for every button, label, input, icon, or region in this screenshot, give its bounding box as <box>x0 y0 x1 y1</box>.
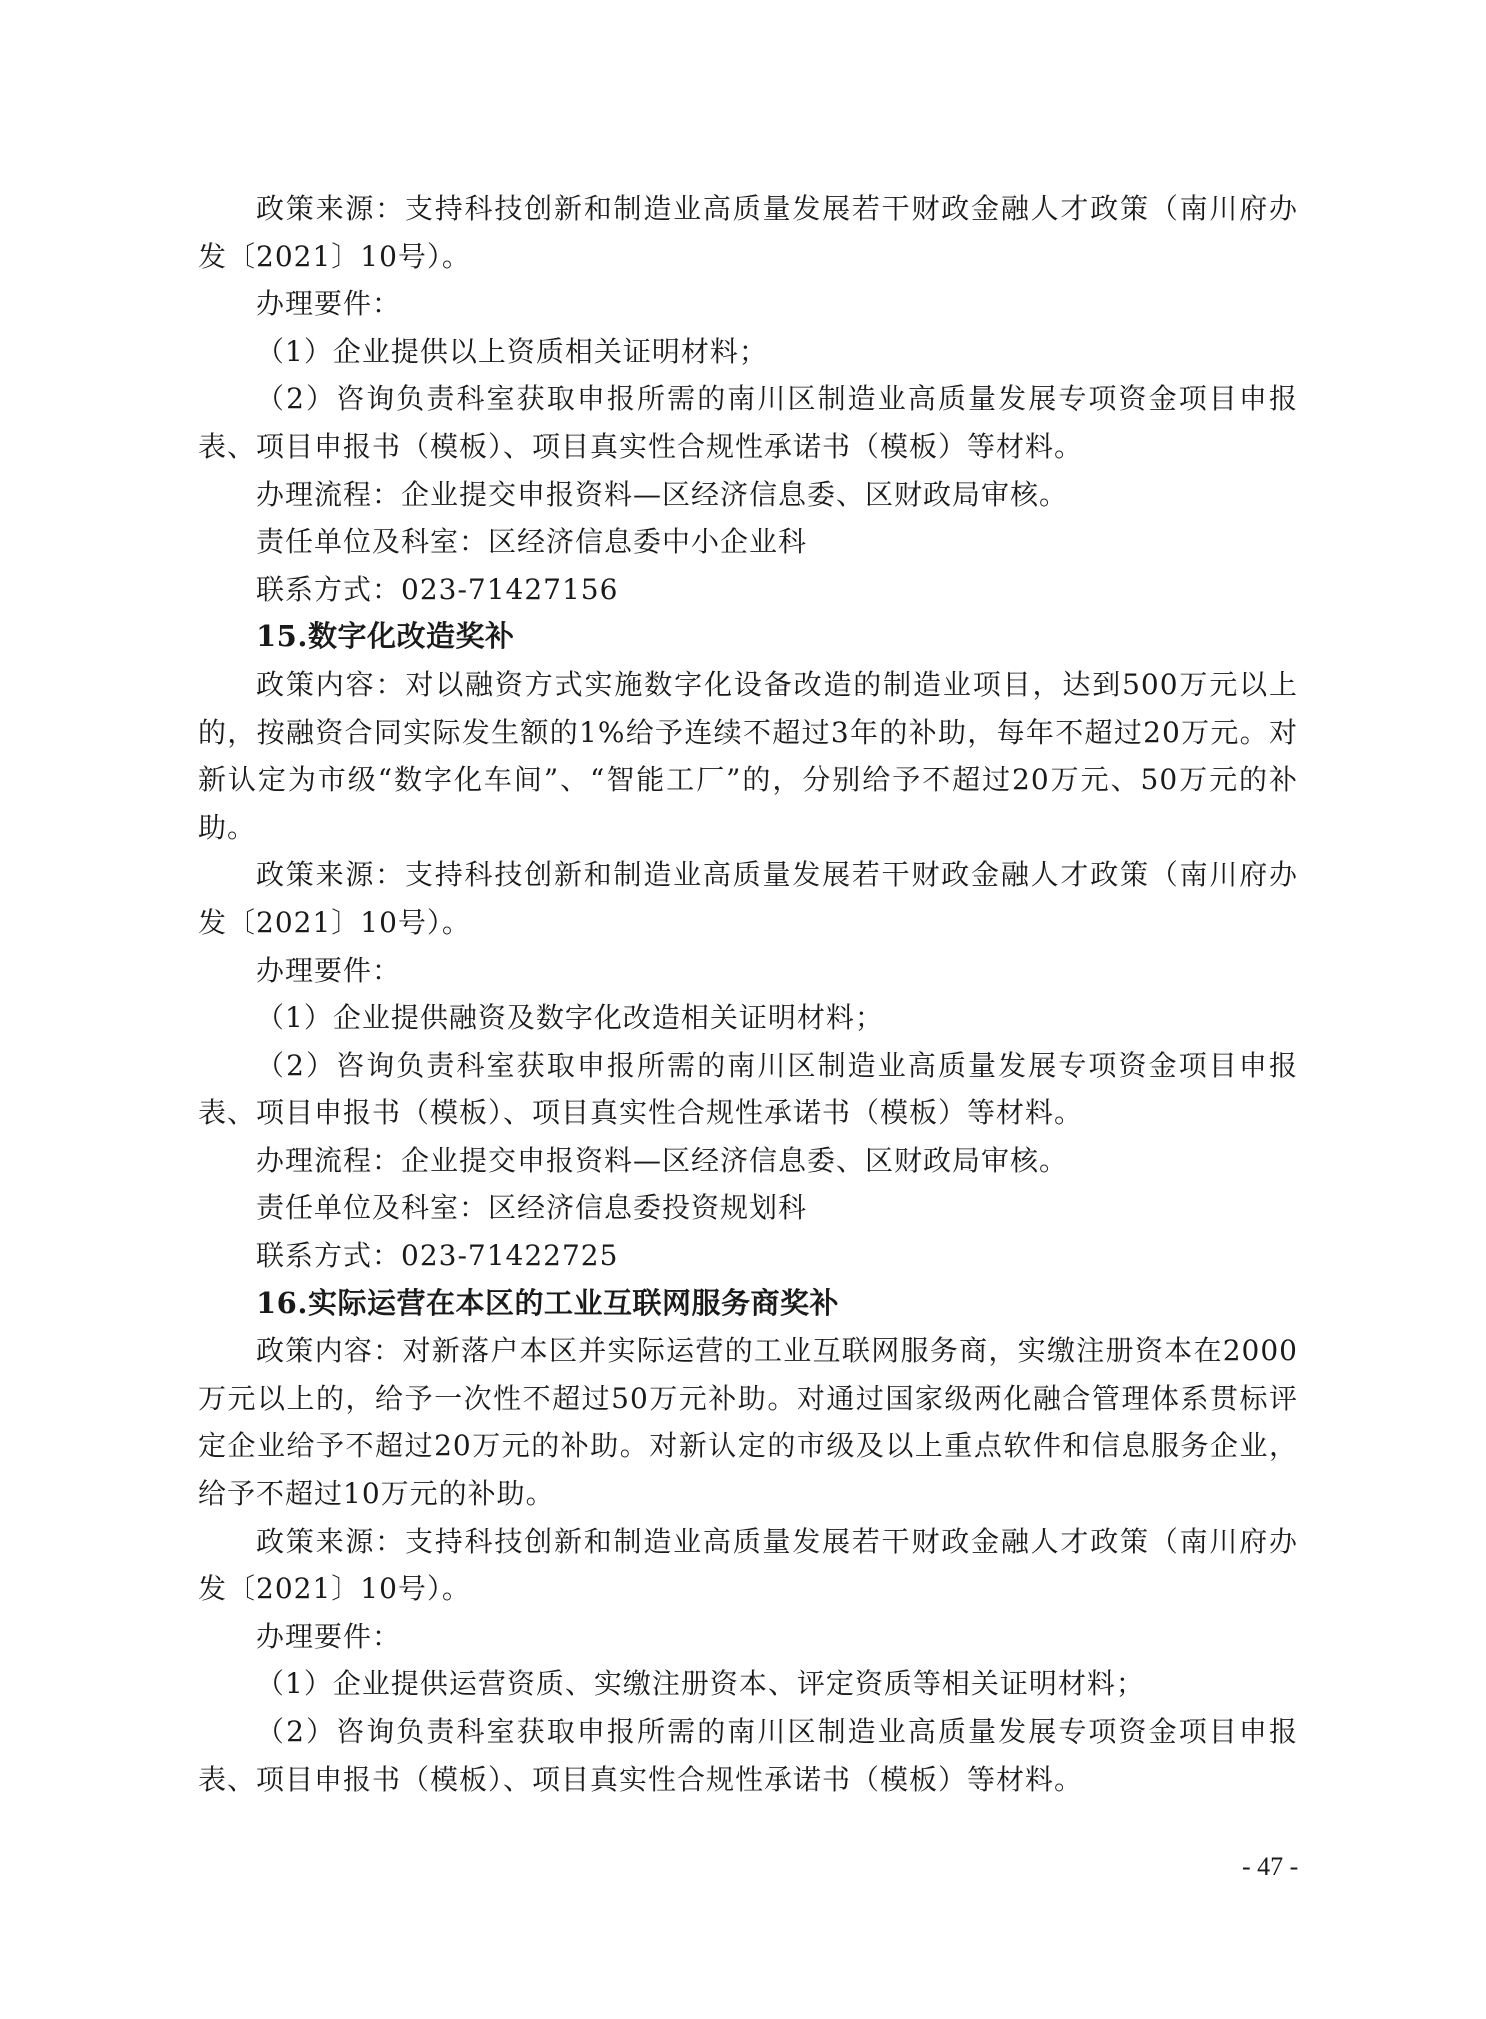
contact-text: 联系方式：023-71427156 <box>256 572 619 606</box>
contact-text: 联系方式：023-71422725 <box>256 1239 619 1273</box>
requirement-item: （1）企业提供运营资质、实缴注册资本、评定资质等相关证明材料； <box>256 1667 1145 1701</box>
policy-source-text: 政策来源：支持科技创新和制造业高质量发展若干财政金融人才政策（南川府办发〔2021〕10号）。 <box>198 858 1298 939</box>
policy-content-text: 政策内容：对新落户本区并实际运营的工业互联网服务商，实缴注册资本在2000万元以上的，给予一次性不超过50万元补助。对通过国家级两化融合管理体系贯标评定企业给予不超过20万元的补助。对新认定的市级及以上重点软件和信息服务企业，给予不超过10万元的补助。 <box>198 1334 1298 1511</box>
policy-source-text: 政策来源：支持科技创新和制造业高质量发展若干财政金融人才政策（南川府办发〔2021〕10号）。 <box>198 192 1298 273</box>
requirement-item: （2）咨询负责科室获取申报所需的南川区制造业高质量发展专项资金项目申报表、项目申报书（模板）、项目真实性合规性承诺书（模板）等材料。 <box>198 1048 1298 1130</box>
requirement-item: （1）企业提供融资及数字化改造相关证明材料； <box>256 1001 884 1035</box>
requirements-label: 办理要件： <box>256 1619 402 1653</box>
responsible-unit-text: 责任单位及科室：区经济信息委投资规划科 <box>256 1191 808 1225</box>
responsible-unit-text: 责任单位及科室：区经济信息委中小企业科 <box>256 525 808 559</box>
requirements-label: 办理要件： <box>256 953 402 987</box>
policy-source-text: 政策来源：支持科技创新和制造业高质量发展若干财政金融人才政策（南川府办发〔2021〕10号）。 <box>198 1524 1298 1606</box>
process-text: 办理流程：企业提交申报资料—区经济信息委、区财政局审核。 <box>256 1143 1069 1177</box>
requirement-item: （1）企业提供以上资质相关证明材料； <box>256 334 768 368</box>
requirement-item: （2）咨询负责科室获取申报所需的南川区制造业高质量发展专项资金项目申报表、项目申报书（模板）、项目真实性合规性承诺书（模板）等材料。 <box>198 382 1298 463</box>
document-body <box>198 185 1298 1803</box>
process-text: 办理流程：企业提交申报资料—区经济信息委、区财政局审核。 <box>256 477 1069 511</box>
section-heading-16: 16.实际运营在本区的工业互联网服务商奖补 <box>256 1285 839 1320</box>
requirements-label: 办理要件： <box>256 287 402 321</box>
section-heading-15: 15.数字化改造奖补 <box>256 619 515 654</box>
page-number: - 47 - <box>1242 1852 1299 1881</box>
policy-content-text: 政策内容：对以融资方式实施数字化设备改造的制造业项目，达到500万元以上的，按融资合同实际发生额的1%给予连续不超过3年的补助，每年不超过20万元。对新认定为市级“数字化车间”、“智能工厂”的，分别给予不超过20万元、50万元的补助。 <box>198 667 1298 844</box>
requirement-item: （2）咨询负责科室获取申报所需的南川区制造业高质量发展专项资金项目申报表、项目申报书（模板）、项目真实性合规性承诺书（模板）等材料。 <box>198 1715 1298 1796</box>
